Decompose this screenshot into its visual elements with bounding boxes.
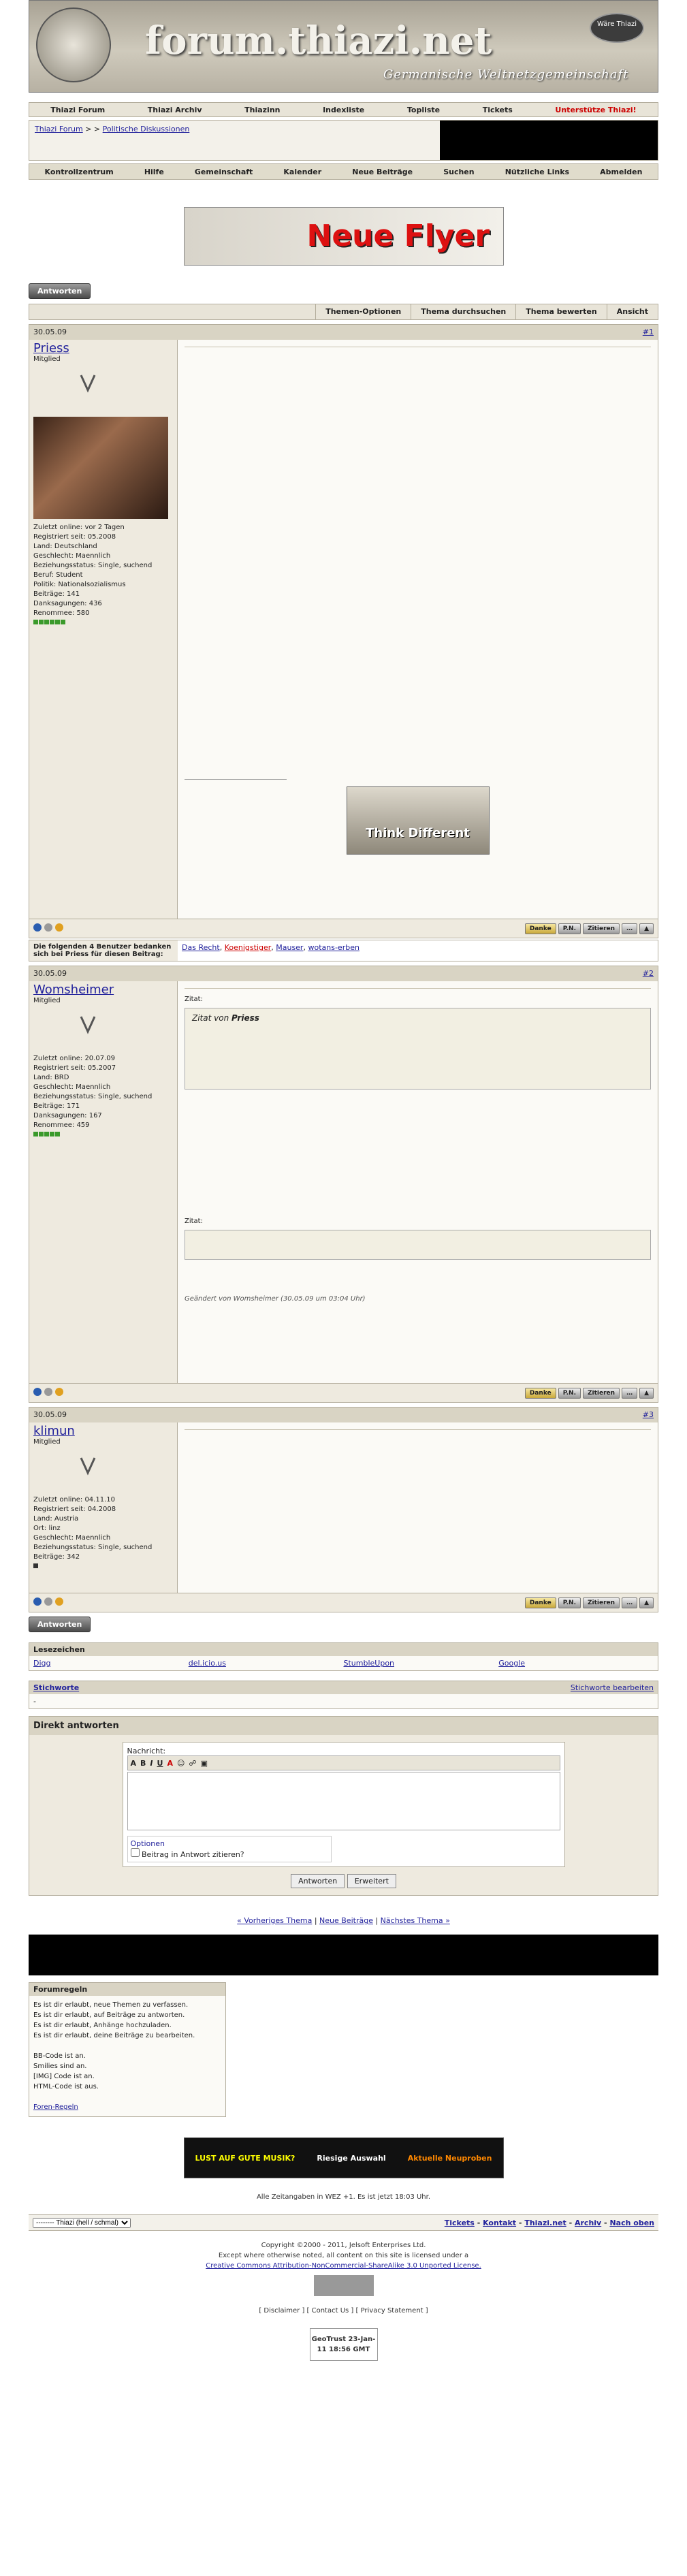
post-date: 30.05.09 <box>33 969 67 978</box>
thread-pager: « Vorheriges Thema | Neue Beiträge | Nächstes Thema » <box>237 1916 450 1925</box>
user-stat: Ort: linz <box>33 1525 61 1532</box>
nav-support[interactable]: Unterstütze Thiazi! <box>555 105 637 114</box>
bold-icon[interactable]: B <box>140 1758 146 1768</box>
username[interactable]: klimun <box>33 1424 75 1438</box>
answer-button[interactable]: Antworten <box>29 1617 91 1632</box>
pm-button[interactable]: P.N. <box>558 923 581 934</box>
footer-home[interactable]: Thiazi.net <box>524 2218 566 2227</box>
user-rank: Mitglied <box>33 997 61 1004</box>
quote-checkbox[interactable] <box>131 1848 140 1857</box>
thanks-user[interactable]: Koenigstiger <box>224 943 272 952</box>
editor-toolbar <box>127 1755 560 1770</box>
multiquote-icon[interactable]: … <box>622 1597 637 1608</box>
flyer-text: Neue Flyer <box>306 219 490 253</box>
link-icon[interactable]: ☍ <box>189 1758 197 1768</box>
warn-icon[interactable] <box>55 923 63 932</box>
quote-button[interactable]: Zitieren <box>583 1388 620 1399</box>
ad-headline: LUST AUF GUTE MUSIK? <box>195 2153 295 2163</box>
report-icon[interactable] <box>44 923 52 932</box>
site-badge: Wäre Thiazi <box>590 13 644 43</box>
thanks-user[interactable]: Mauser <box>276 943 304 952</box>
footer-ad <box>29 1935 658 1975</box>
code-line: Smilies sind an. <box>33 2063 87 2070</box>
license-link[interactable]: Creative Commons Attribution-NonCommercial-ShareAlike 3.0 Unported License. <box>206 2262 481 2270</box>
ad-line: Aktuelle Neuproben <box>407 2153 492 2163</box>
rules-title: Forumregeln <box>29 1983 225 1996</box>
rule-line: Es ist dir erlaubt, Anhänge hochzuladen. <box>33 2022 172 2029</box>
report-icon[interactable] <box>44 1597 52 1606</box>
menu-links[interactable]: Nützliche Links <box>505 167 570 176</box>
next-thread[interactable]: Nächstes Thema » <box>380 1916 450 1925</box>
online-status-icon <box>33 923 42 932</box>
message-textarea[interactable] <box>127 1772 560 1830</box>
code-line: BB-Code ist an. <box>33 2052 86 2060</box>
menu-calendar[interactable]: Kalender <box>283 167 322 176</box>
warn-icon[interactable] <box>55 1597 63 1606</box>
nav-tickets[interactable]: Tickets <box>482 105 513 114</box>
site-subtitle: Germanische Weltnetzgemeinschaft <box>383 67 629 82</box>
thiazi-logo <box>36 7 111 82</box>
user-stat: Zuletzt online: vor 2 Tagen <box>33 524 125 531</box>
quote-label: Zitat: <box>185 996 203 1003</box>
thread-rate[interactable]: Thema bewerten <box>515 304 606 320</box>
username[interactable]: Priess <box>33 341 69 355</box>
quote-button[interactable]: Zitieren <box>583 1597 620 1608</box>
crumb-section[interactable]: Politische Diskussionen <box>102 125 190 133</box>
user-stat: Beziehungsstatus: Single, suchend <box>33 1544 153 1551</box>
rule-line: Es ist dir erlaubt, neue Themen zu verfassen. <box>33 2001 189 2009</box>
user-stat: Geschlecht: Maennlich <box>33 1083 111 1091</box>
bookmarks-title: Lesezeichen <box>29 1643 658 1656</box>
nav-archiv[interactable]: Thiazi Archiv <box>147 105 202 114</box>
user-stat: Beziehungsstatus: Single, suchend <box>33 1093 153 1100</box>
user-stat: Registriert seit: 04.2008 <box>33 1506 116 1513</box>
tags-value: - <box>29 1694 658 1708</box>
reputation-bar <box>33 618 173 628</box>
format-icon[interactable]: A <box>130 1758 137 1768</box>
warn-icon[interactable] <box>55 1388 63 1396</box>
footer-nav: -------- Thiazi (hell / schmal) Tickets - Kontakt - Thiazi.net - Archiv - Nach oben <box>29 2214 658 2231</box>
user-stat: Beruf: Student <box>33 571 83 579</box>
scroll-top-icon[interactable]: ▲ <box>639 923 654 934</box>
user-stat: Beiträge: 171 <box>33 1102 80 1110</box>
bookmark-digg[interactable]: Digg <box>33 1659 51 1668</box>
options-label: Optionen <box>130 1839 165 1848</box>
bookmark-delicious[interactable]: del.icio.us <box>188 1659 226 1668</box>
user-stat: Land: Deutschland <box>33 543 97 550</box>
user-stat: Zuletzt online: 20.07.09 <box>33 1055 115 1062</box>
scroll-top-icon[interactable]: ▲ <box>639 1388 654 1399</box>
license-note: Except where otherwise noted, all content on this site is licensed under a <box>218 2252 469 2259</box>
breadcrumb: Thiazi Forum > > Politische Diskussionen <box>35 125 190 133</box>
advanced-reply-button[interactable]: Erweitert <box>347 1874 396 1888</box>
geotrust-seal[interactable]: GeoTrust 23-Jan-11 18:56 GMT <box>310 2328 378 2361</box>
quote-checkbox-label: Beitrag in Antwort zitieren? <box>142 1850 244 1859</box>
rank-icon <box>61 1011 118 1048</box>
thread-options[interactable]: Themen-Optionen <box>315 304 411 320</box>
bookmarks <box>29 1642 658 1671</box>
italic-icon[interactable]: I <box>150 1758 153 1768</box>
menu-community[interactable]: Gemeinschaft <box>194 167 253 176</box>
post-title <box>185 344 651 347</box>
post-text <box>185 1267 651 1287</box>
user-stat: Politik: Nationalsozialismus <box>33 581 126 588</box>
rule-line: Es ist dir erlaubt, auf Beiträge zu antworten. <box>33 2011 185 2019</box>
new-posts[interactable]: Neue Beiträge <box>319 1916 373 1925</box>
cc-badge[interactable] <box>314 2275 374 2296</box>
thanks-user[interactable]: wotans-erben <box>308 943 360 952</box>
thanks-button[interactable]: Danke <box>525 1597 556 1608</box>
user-rank: Mitglied <box>33 355 61 363</box>
multiquote-icon[interactable]: … <box>622 923 637 934</box>
timezone-note: Alle Zeitangaben in WEZ +1. Es ist jetzt 18:03 Uhr. <box>256 2193 431 2201</box>
rules-link[interactable]: Foren-Regeln <box>33 2103 78 2111</box>
online-status-icon <box>33 1388 42 1396</box>
message-label: Nachricht: <box>127 1747 166 1755</box>
pm-button[interactable]: P.N. <box>558 1597 581 1608</box>
menu-logout[interactable]: Abmelden <box>600 167 643 176</box>
post-date: 30.05.09 <box>33 328 67 336</box>
post-text <box>185 353 651 775</box>
post-title <box>185 985 651 989</box>
footer-tickets[interactable]: Tickets <box>444 2218 475 2227</box>
username[interactable]: Womsheimer <box>33 983 114 997</box>
footer-contact[interactable]: Kontakt <box>483 2218 517 2227</box>
multiquote-icon[interactable]: … <box>622 1388 637 1399</box>
user-stat: Beziehungsstatus: Single, suchend <box>33 562 153 569</box>
post-3 <box>29 1407 658 1612</box>
tags-edit[interactable]: Stichworte bearbeiten <box>570 1683 654 1692</box>
quick-reply-title: Direkt antworten <box>29 1717 658 1735</box>
user-stat: Beiträge: 141 <box>33 590 80 598</box>
quick-reply <box>29 1716 658 1896</box>
code-line: HTML-Code ist aus. <box>33 2083 99 2090</box>
site-title: forum.thiazi.net <box>145 18 492 63</box>
user-stat: Geschlecht: Maennlich <box>33 552 111 560</box>
post-2 <box>29 966 658 1403</box>
footer-top[interactable]: Nach oben <box>609 2218 654 2227</box>
user-rank: Mitglied <box>33 1438 61 1446</box>
menu-search[interactable]: Suchen <box>443 167 475 176</box>
style-select[interactable] <box>33 2218 131 2228</box>
legal-links[interactable]: [ Disclaimer ] [ Contact Us ] [ Privacy Statement ] <box>259 2307 428 2315</box>
bookmark-stumbleupon[interactable]: StumbleUpon <box>343 1659 395 1668</box>
pm-button[interactable]: P.N. <box>558 1388 581 1399</box>
user-stat: Zuletzt online: 04.11.10 <box>33 1496 115 1504</box>
quote-button[interactable]: Zitieren <box>583 923 620 934</box>
quote-block: Zitat von Priess <box>185 1008 651 1090</box>
menu-help[interactable]: Hilfe <box>144 167 164 176</box>
nav-thiazinn[interactable]: Thiazinn <box>244 105 281 114</box>
post-text <box>185 1096 651 1212</box>
thanks-list: Die folgenden 4 Benutzer bedanken sich bei Priess für diesen Beitrag: Das Recht, Koenigstiger, Mauser, wotans-erben <box>29 940 658 961</box>
header-ad <box>440 121 658 160</box>
bookmark-google[interactable]: Google <box>498 1659 526 1668</box>
user-stat: Registriert seit: 05.2008 <box>33 533 116 541</box>
forum-rules <box>29 1982 226 2117</box>
post-title <box>185 1427 651 1430</box>
signature-image: Think Different <box>347 786 490 855</box>
thanks-button[interactable]: Danke <box>525 923 556 934</box>
post-text <box>185 1435 651 1456</box>
thanks-button[interactable]: Danke <box>525 1388 556 1399</box>
nav-toplist[interactable]: Topliste <box>406 105 441 114</box>
quote-label: Zitat: <box>185 1218 203 1225</box>
menu-bar <box>29 163 658 180</box>
reputation-bar <box>33 1562 173 1572</box>
site-banner <box>29 0 658 93</box>
report-icon[interactable] <box>44 1388 52 1396</box>
post-number[interactable]: #1 <box>642 328 654 336</box>
user-stat: Geschlecht: Maennlich <box>33 1534 111 1542</box>
user-stat: Renommee: 459 <box>33 1122 90 1129</box>
code-line: [IMG] Code ist an. <box>33 2073 95 2080</box>
menu-new-posts[interactable]: Neue Beiträge <box>352 167 413 176</box>
user-stat: Danksagungen: 436 <box>33 600 102 607</box>
tags <box>29 1681 658 1709</box>
submit-reply-button[interactable]: Antworten <box>291 1874 345 1888</box>
thanks-label: Die folgenden 4 Benutzer bedanken sich bei Priess für diesen Beitrag: <box>29 940 178 961</box>
copyright: Copyright ©2000 - 2011, Jelsoft Enterprises Ltd. <box>261 2242 426 2249</box>
prev-thread[interactable]: « Vorheriges Thema <box>237 1916 313 1925</box>
rule-line: Es ist dir erlaubt, deine Beiträge zu bearbeiten. <box>33 2032 195 2039</box>
crumb-root[interactable]: Thiazi Forum <box>35 125 83 133</box>
user-stat: Registriert seit: 05.2007 <box>33 1064 116 1072</box>
user-stat: Land: BRD <box>33 1074 69 1081</box>
image-icon[interactable]: ▣ <box>200 1758 208 1768</box>
nav-index[interactable]: Indexliste <box>323 105 365 114</box>
post-1 <box>29 324 658 938</box>
post-number[interactable]: #3 <box>642 1410 654 1419</box>
post-number[interactable]: #2 <box>642 969 654 978</box>
user-stat: Beiträge: 342 <box>33 1553 80 1561</box>
flyer-banner[interactable] <box>184 207 504 266</box>
rank-icon <box>61 1452 118 1489</box>
page <box>29 0 658 2361</box>
post-date: 30.05.09 <box>33 1410 67 1419</box>
rank-icon <box>61 370 118 407</box>
quote-block <box>185 1230 651 1260</box>
user-stat: Land: Austria <box>33 1515 79 1523</box>
color-icon[interactable]: A <box>167 1758 173 1768</box>
edited-note: Geändert von Womsheimer (30.05.09 um 03:04 Uhr) <box>185 1295 366 1303</box>
smiley-icon[interactable]: ☺ <box>176 1758 185 1768</box>
user-stat: Renommee: 580 <box>33 609 90 617</box>
nav-forum[interactable]: Thiazi Forum <box>50 105 106 114</box>
online-status-icon <box>33 1597 42 1606</box>
quote-author: Priess <box>231 1013 259 1023</box>
top-nav <box>29 102 658 117</box>
thread-tools <box>29 304 658 320</box>
thanks-user[interactable]: Das Recht <box>182 943 220 952</box>
user-photo <box>33 417 168 519</box>
ad-line: Riesige Auswahl <box>317 2153 386 2163</box>
thread-view[interactable]: Ansicht <box>607 304 658 320</box>
thread-search[interactable]: Thema durchsuchen <box>411 304 515 320</box>
answer-button[interactable]: Antworten <box>29 283 91 299</box>
breadcrumb-bar <box>29 120 658 161</box>
music-ad[interactable] <box>184 2137 504 2178</box>
tags-title[interactable]: Stichworte <box>33 1683 80 1692</box>
scroll-top-icon[interactable]: ▲ <box>639 1597 654 1608</box>
underline-icon[interactable]: U <box>157 1758 163 1768</box>
user-stat: Danksagungen: 167 <box>33 1112 102 1119</box>
footer-archive[interactable]: Archiv <box>574 2218 602 2227</box>
reputation-bar <box>33 1130 173 1140</box>
menu-control[interactable]: Kontrollzentrum <box>44 167 114 176</box>
